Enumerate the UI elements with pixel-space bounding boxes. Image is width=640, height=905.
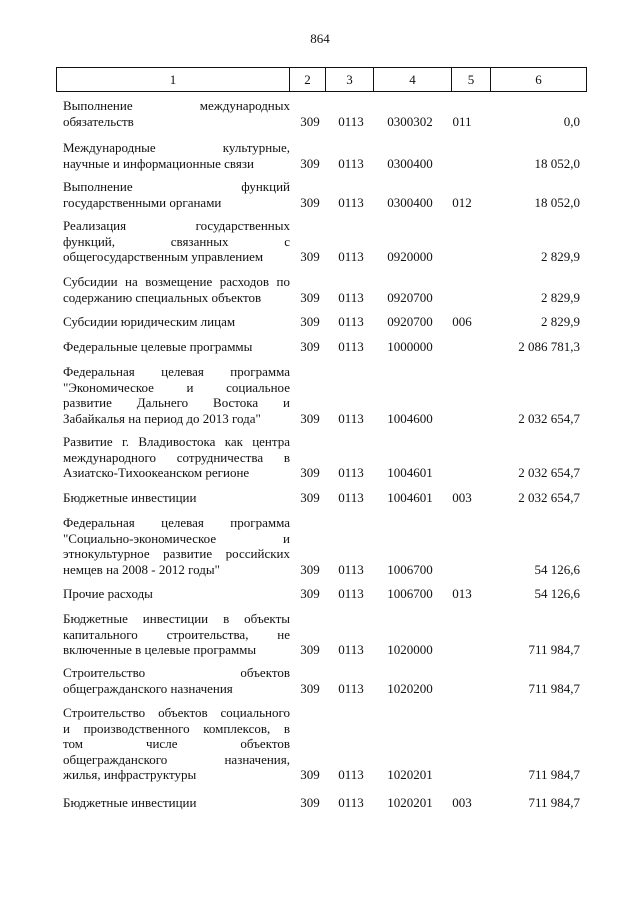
target-article-code: 1020201 bbox=[387, 767, 433, 782]
target-article-code: 1004601 bbox=[387, 465, 433, 480]
chapter-code: 309 bbox=[300, 642, 320, 657]
description-line: Субсидии на возмещение расходов по bbox=[63, 274, 290, 289]
row-description bbox=[63, 434, 290, 481]
amount: 2 032 654,7 bbox=[518, 410, 580, 426]
chapter-code: 309 bbox=[300, 586, 320, 601]
chapter-code: 309 bbox=[300, 314, 320, 329]
section-code: 0113 bbox=[338, 339, 364, 354]
description-line: общегосударственным управлением bbox=[63, 249, 264, 264]
expense-type-code: 013 bbox=[452, 586, 472, 601]
row-description bbox=[63, 665, 290, 696]
chapter-code: 309 bbox=[300, 561, 320, 577]
description-line: жилья, инфраструктуры bbox=[63, 767, 197, 782]
description-line: Строительство объектов bbox=[63, 665, 290, 680]
page-number: 864 bbox=[310, 31, 330, 46]
chapter-code: 309 bbox=[300, 680, 320, 696]
column-header-5: 5 bbox=[452, 68, 491, 92]
section-code: 0113 bbox=[338, 113, 364, 129]
description-line: Бюджетные инвестиции bbox=[63, 795, 197, 810]
column-header-2: 2 bbox=[290, 68, 326, 92]
target-article-code: 1020000 bbox=[387, 642, 433, 657]
description-line: "Экономическое и социальное bbox=[63, 379, 290, 395]
section-code: 0113 bbox=[338, 194, 364, 210]
section-code: 0113 bbox=[338, 795, 364, 810]
row-description bbox=[63, 586, 290, 602]
amount: 711 984,7 bbox=[528, 642, 580, 657]
expense-type-code: 011 bbox=[452, 113, 472, 129]
description-line: развитие Дальнего Востока и bbox=[63, 395, 290, 410]
row-description bbox=[63, 339, 290, 355]
description-line: Выполнение международных bbox=[63, 98, 290, 113]
description-line: Федеральные целевые программы bbox=[63, 339, 253, 354]
row-description bbox=[63, 218, 290, 265]
section-code: 0113 bbox=[338, 680, 364, 696]
description-line: немцев на 2008 - 2012 годы" bbox=[63, 561, 220, 577]
description-line: Федеральная целевая программа bbox=[63, 364, 290, 379]
description-line: Бюджетные инвестиции в объекты bbox=[63, 611, 290, 626]
target-article-code: 0920000 bbox=[387, 249, 433, 264]
amount: 2 829,9 bbox=[541, 314, 580, 329]
section-code: 0113 bbox=[338, 490, 364, 505]
description-line: капитального строительства, не bbox=[63, 626, 290, 642]
amount: 18 052,0 bbox=[534, 194, 580, 210]
column-header-4: 4 bbox=[374, 68, 452, 92]
chapter-code: 309 bbox=[300, 155, 320, 171]
target-article-code: 1006700 bbox=[387, 561, 433, 577]
description-line: государственными органами bbox=[63, 194, 222, 210]
row-description bbox=[63, 98, 290, 129]
description-line: Забайкалья на период до 2013 года" bbox=[63, 410, 261, 426]
description-line: общегражданского назначения bbox=[63, 680, 233, 696]
amount: 711 984,7 bbox=[528, 795, 580, 810]
chapter-code: 309 bbox=[300, 249, 320, 264]
target-article-code: 1004601 bbox=[387, 490, 433, 505]
target-article-code: 1006700 bbox=[387, 586, 433, 601]
description-line: Прочие расходы bbox=[63, 586, 153, 601]
description-line: включенные в целевые программы bbox=[63, 642, 257, 657]
chapter-code: 309 bbox=[300, 767, 320, 782]
amount: 2 829,9 bbox=[541, 289, 580, 305]
expense-type-code: 003 bbox=[452, 490, 472, 505]
column-header-row bbox=[56, 67, 587, 92]
description-line: Бюджетные инвестиции bbox=[63, 490, 197, 505]
target-article-code: 1020200 bbox=[387, 680, 433, 696]
row-description bbox=[63, 314, 290, 330]
chapter-code: 309 bbox=[300, 795, 320, 810]
amount: 711 984,7 bbox=[528, 680, 580, 696]
target-article-code: 0300400 bbox=[387, 155, 433, 171]
column-header-3: 3 bbox=[326, 68, 374, 92]
row-description bbox=[63, 611, 290, 658]
section-code: 0113 bbox=[338, 586, 364, 601]
description-line: Субсидии юридическим лицам bbox=[63, 314, 236, 329]
amount: 0,0 bbox=[563, 113, 580, 129]
description-line: Развитие г. Владивостока как центра bbox=[63, 434, 290, 449]
description-line: обязательств bbox=[63, 113, 134, 129]
description-line: этнокультурное развитие российских bbox=[63, 546, 290, 561]
chapter-code: 309 bbox=[300, 490, 320, 505]
expense-type-code: 003 bbox=[452, 795, 472, 810]
description-line: и производственного комплексов, в bbox=[63, 720, 290, 736]
section-code: 0113 bbox=[338, 561, 364, 577]
section-code: 0113 bbox=[338, 767, 364, 782]
amount: 54 126,6 bbox=[534, 586, 580, 601]
row-description bbox=[63, 364, 290, 426]
amount: 2 086 781,3 bbox=[518, 339, 580, 354]
description-line: "Социально-экономическое и bbox=[63, 530, 290, 546]
chapter-code: 309 bbox=[300, 113, 320, 129]
chapter-code: 309 bbox=[300, 465, 320, 480]
target-article-code: 0300302 bbox=[387, 113, 433, 129]
description-line: функций, связанных с bbox=[63, 233, 290, 249]
description-line: Реализация государственных bbox=[63, 218, 290, 233]
chapter-code: 309 bbox=[300, 339, 320, 354]
chapter-code: 309 bbox=[300, 289, 320, 305]
description-line: научные и информационные связи bbox=[63, 155, 254, 171]
target-article-code: 0920700 bbox=[387, 289, 433, 305]
amount: 2 032 654,7 bbox=[518, 465, 580, 480]
description-line: Строительство объектов социального bbox=[63, 705, 290, 720]
description-line: Международные культурные, bbox=[63, 140, 290, 155]
section-code: 0113 bbox=[338, 642, 364, 657]
section-code: 0113 bbox=[338, 249, 364, 264]
expense-type-code: 006 bbox=[452, 314, 472, 329]
section-code: 0113 bbox=[338, 465, 364, 480]
description-line: том числе объектов bbox=[63, 736, 290, 751]
row-description bbox=[63, 515, 290, 577]
description-line: международного сотрудничества в bbox=[63, 449, 290, 465]
column-header-1: 1 bbox=[57, 68, 290, 92]
target-article-code: 1004600 bbox=[387, 410, 433, 426]
amount: 711 984,7 bbox=[528, 767, 580, 782]
column-header-6: 6 bbox=[491, 68, 587, 92]
expense-type-code: 012 bbox=[452, 194, 472, 210]
target-article-code: 0300400 bbox=[387, 194, 433, 210]
section-code: 0113 bbox=[338, 289, 364, 305]
description-line: Федеральная целевая программа bbox=[63, 515, 290, 530]
row-description bbox=[63, 140, 290, 171]
row-description bbox=[63, 795, 290, 811]
row-description bbox=[63, 179, 290, 210]
section-code: 0113 bbox=[338, 410, 364, 426]
description-line: Выполнение функций bbox=[63, 179, 290, 194]
row-description bbox=[63, 274, 290, 305]
chapter-code: 309 bbox=[300, 410, 320, 426]
section-code: 0113 bbox=[338, 155, 364, 171]
description-line: Азиатско-Тихоокеанском регионе bbox=[63, 465, 250, 480]
target-article-code: 1000000 bbox=[387, 339, 433, 354]
section-code: 0113 bbox=[338, 314, 364, 329]
description-line: общегражданского назначения, bbox=[63, 751, 290, 767]
row-description bbox=[63, 705, 290, 783]
amount: 2 032 654,7 bbox=[518, 490, 580, 505]
chapter-code: 309 bbox=[300, 194, 320, 210]
target-article-code: 1020201 bbox=[387, 795, 433, 810]
target-article-code: 0920700 bbox=[387, 314, 433, 329]
amount: 2 829,9 bbox=[541, 249, 580, 264]
amount: 18 052,0 bbox=[534, 155, 580, 171]
description-line: содержанию специальных объектов bbox=[63, 289, 262, 305]
row-description bbox=[63, 490, 290, 506]
amount: 54 126,6 bbox=[534, 561, 580, 577]
